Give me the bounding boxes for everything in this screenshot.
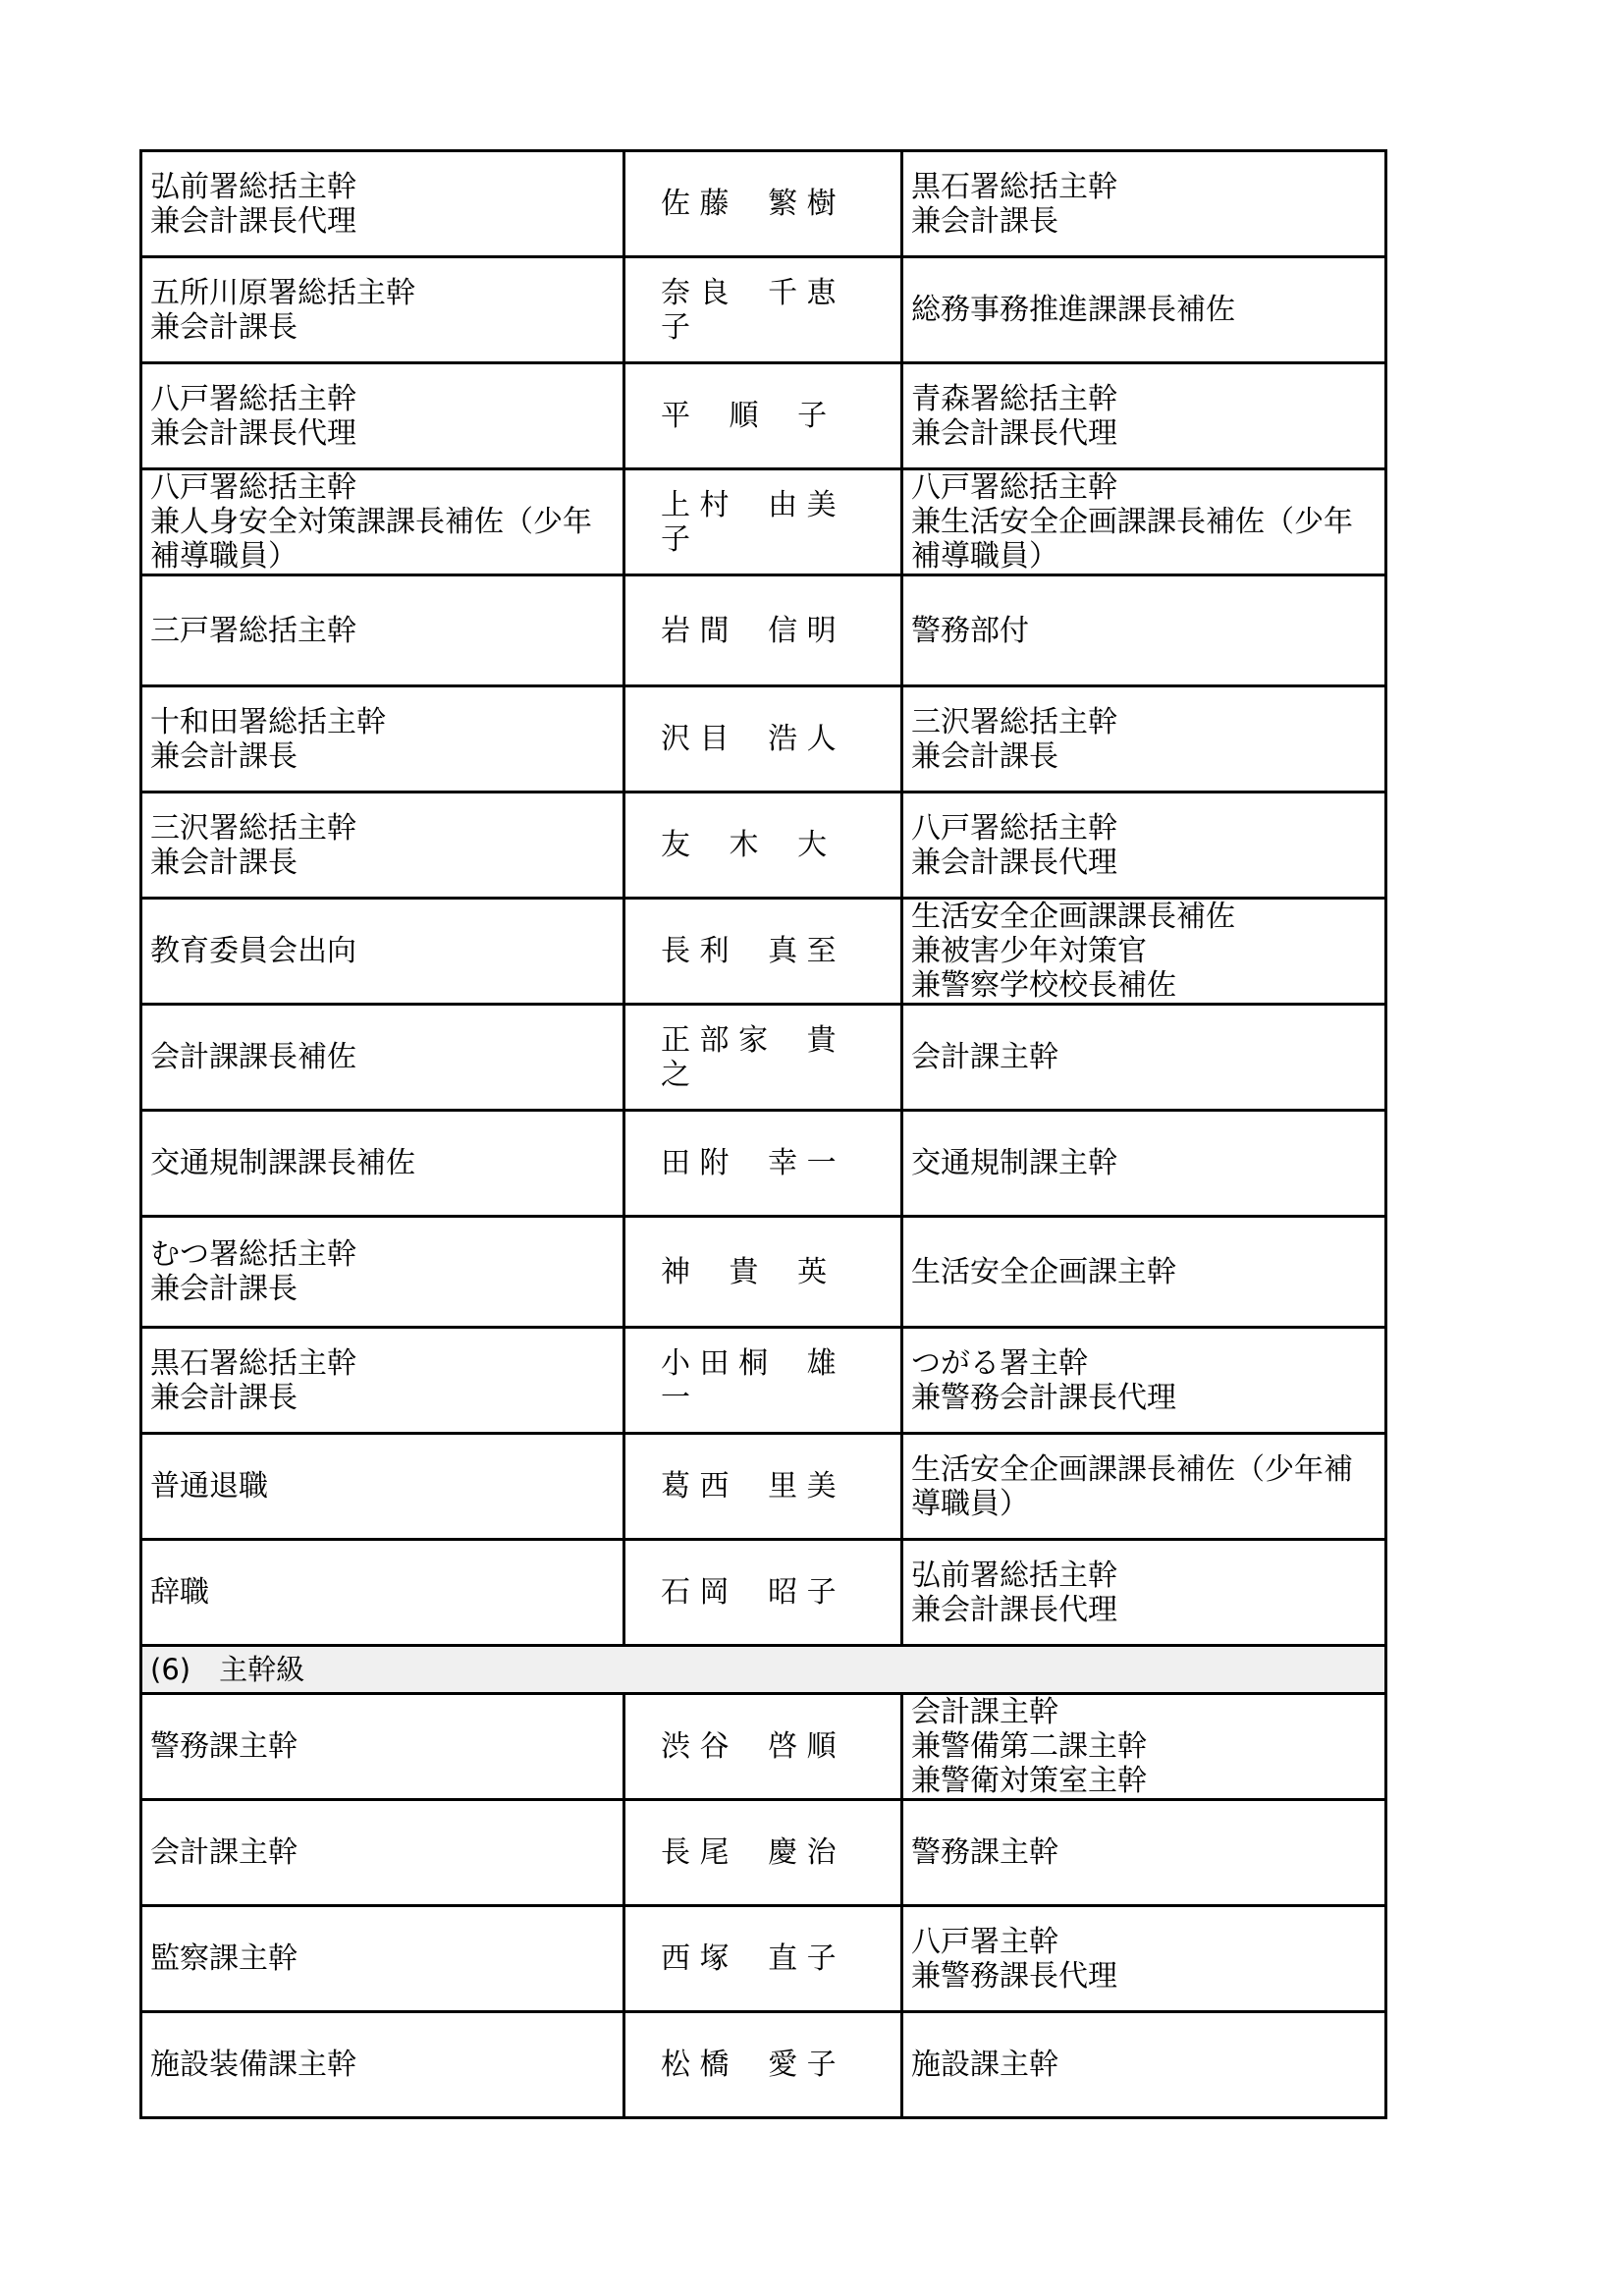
- new-position-cell: 監察課主幹: [141, 1906, 624, 2012]
- person-name-cell: 神 貴 英: [624, 1217, 902, 1328]
- table-row: [141, 1694, 1386, 1800]
- person-name-cell: 葛 西 里 美: [624, 1434, 902, 1540]
- section-row: [141, 1646, 1386, 1694]
- person-name-cell: 佐 藤 繁 樹: [624, 151, 902, 257]
- table-row: [141, 1906, 1386, 2012]
- person-name-cell: 松 橋 愛 子: [624, 2012, 902, 2118]
- new-position-cell: 十和田署総括主幹 兼会計課長: [141, 686, 624, 793]
- table-row: [141, 1328, 1386, 1434]
- person-name-cell: 長 利 真 至: [624, 899, 902, 1005]
- old-position-cell: 八戸署総括主幹 兼生活安全企画課課長補佐（少年 補導職員）: [902, 469, 1386, 575]
- old-position-cell: 警務課主幹: [902, 1800, 1386, 1906]
- person-name-cell: 沢 目 浩 人: [624, 686, 902, 793]
- person-name-cell: 岩 間 信 明: [624, 575, 902, 686]
- new-position-cell: 三沢署総括主幹 兼会計課長: [141, 793, 624, 899]
- table-row: [141, 793, 1386, 899]
- section-label: (6) 主幹級: [141, 1646, 1386, 1694]
- personnel-table: [139, 149, 1387, 2119]
- person-name-cell: 石 岡 昭 子: [624, 1540, 902, 1646]
- new-position-cell: 弘前署総括主幹 兼会計課長代理: [141, 151, 624, 257]
- old-position-cell: 会計課主幹 兼警備第二課主幹 兼警衛対策室主幹: [902, 1694, 1386, 1800]
- table-body-second: [141, 1694, 1386, 2118]
- table-row: [141, 2012, 1386, 2118]
- new-position-cell: 普通退職: [141, 1434, 624, 1540]
- old-position-cell: 会計課主幹: [902, 1005, 1386, 1111]
- old-position-cell: 生活安全企画課課長補佐（少年補 導職員）: [902, 1434, 1386, 1540]
- new-position-cell: 黒石署総括主幹 兼会計課長: [141, 1328, 624, 1434]
- person-name-cell: 上 村 由 美 子: [624, 469, 902, 575]
- old-position-cell: 八戸署総括主幹 兼会計課長代理: [902, 793, 1386, 899]
- new-position-cell: 交通規制課課長補佐: [141, 1111, 624, 1217]
- table-section: [141, 1646, 1386, 1694]
- new-position-cell: 教育委員会出向: [141, 899, 624, 1005]
- person-name-cell: 奈 良 千 恵 子: [624, 257, 902, 363]
- person-name-cell: 渋 谷 啓 順: [624, 1694, 902, 1800]
- table-row: [141, 1217, 1386, 1328]
- person-name-cell: 平 順 子: [624, 363, 902, 469]
- person-name-cell: 友 木 大: [624, 793, 902, 899]
- table-row: [141, 899, 1386, 1005]
- new-position-cell: 会計課課長補佐: [141, 1005, 624, 1111]
- new-position-cell: 八戸署総括主幹 兼人身安全対策課課長補佐（少年 補導職員）: [141, 469, 624, 575]
- old-position-cell: 黒石署総括主幹 兼会計課長: [902, 151, 1386, 257]
- person-name-cell: 西 塚 直 子: [624, 1906, 902, 2012]
- old-position-cell: 八戸署主幹 兼警務課長代理: [902, 1906, 1386, 2012]
- old-position-cell: 青森署総括主幹 兼会計課長代理: [902, 363, 1386, 469]
- new-position-cell: 三戸署総括主幹: [141, 575, 624, 686]
- new-position-cell: 警務課主幹: [141, 1694, 624, 1800]
- table-row: [141, 1005, 1386, 1111]
- table-row: [141, 1800, 1386, 1906]
- new-position-cell: 会計課主幹: [141, 1800, 624, 1906]
- person-name-cell: 小 田 桐 雄 一: [624, 1328, 902, 1434]
- new-position-cell: 辞職: [141, 1540, 624, 1646]
- old-position-cell: つがる署主幹 兼警務会計課長代理: [902, 1328, 1386, 1434]
- table-row: [141, 1434, 1386, 1540]
- personnel-table-sheet: [139, 149, 1384, 2119]
- table-row: [141, 686, 1386, 793]
- person-name-cell: 田 附 幸 一: [624, 1111, 902, 1217]
- person-name-cell: 正 部 家 貴 之: [624, 1005, 902, 1111]
- old-position-cell: 生活安全企画課主幹: [902, 1217, 1386, 1328]
- table-row: [141, 363, 1386, 469]
- old-position-cell: 交通規制課主幹: [902, 1111, 1386, 1217]
- old-position-cell: 生活安全企画課課長補佐 兼被害少年対策官 兼警察学校校長補佐: [902, 899, 1386, 1005]
- table-row: [141, 1111, 1386, 1217]
- table-row: [141, 1540, 1386, 1646]
- old-position-cell: 三沢署総括主幹 兼会計課長: [902, 686, 1386, 793]
- new-position-cell: 八戸署総括主幹 兼会計課長代理: [141, 363, 624, 469]
- old-position-cell: 総務事務推進課課長補佐: [902, 257, 1386, 363]
- table-row: [141, 575, 1386, 686]
- table-body-first: [141, 151, 1386, 1646]
- old-position-cell: 弘前署総括主幹 兼会計課長代理: [902, 1540, 1386, 1646]
- new-position-cell: 五所川原署総括主幹 兼会計課長: [141, 257, 624, 363]
- person-name-cell: 長 尾 慶 治: [624, 1800, 902, 1906]
- old-position-cell: 警務部付: [902, 575, 1386, 686]
- table-row: [141, 257, 1386, 363]
- new-position-cell: むつ署総括主幹 兼会計課長: [141, 1217, 624, 1328]
- old-position-cell: 施設課主幹: [902, 2012, 1386, 2118]
- table-row: [141, 469, 1386, 575]
- table-row: [141, 151, 1386, 257]
- new-position-cell: 施設装備課主幹: [141, 2012, 624, 2118]
